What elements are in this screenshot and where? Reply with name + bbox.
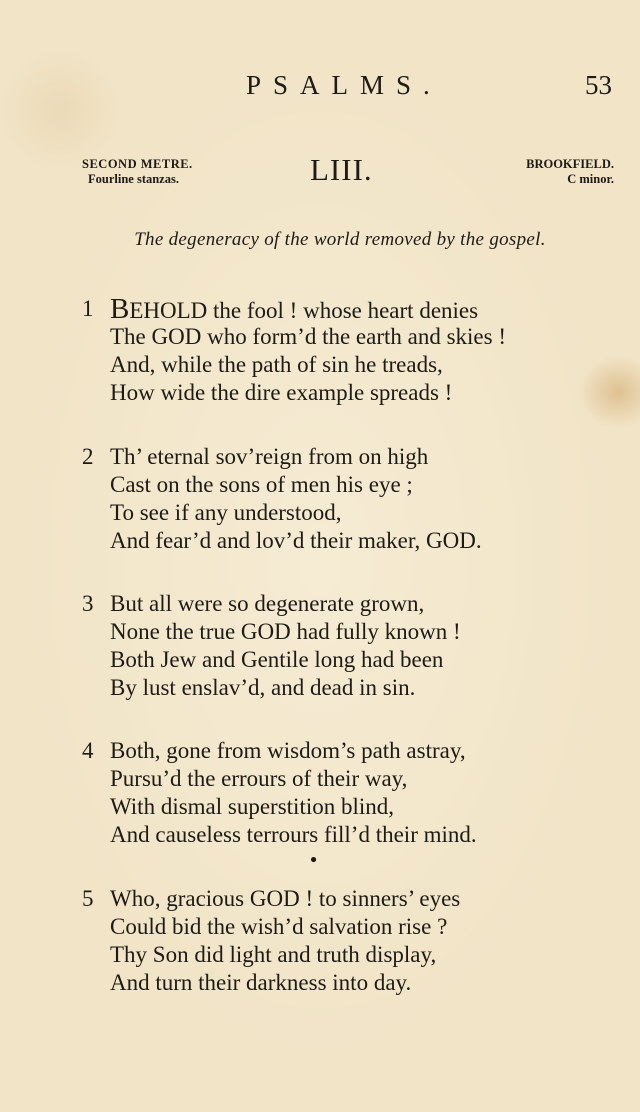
verse-line: Who, gracious GOD ! to sinners’ eyes: [110, 886, 461, 911]
tune-name: BROOKFIELD.: [526, 157, 614, 171]
stanza-number: 5: [82, 886, 94, 911]
tune-info: [526, 157, 614, 187]
verse-line: Cast on the sons of men his eye ;: [110, 472, 413, 497]
verse-line: Th’ eternal sov’reign from on high: [110, 444, 429, 469]
verse-line: How wide the dire example spreads !: [110, 380, 453, 405]
stanza-form-label: Fourline stanzas.: [88, 172, 179, 186]
metre-info: [82, 157, 193, 187]
stanza-number: 4: [82, 738, 94, 763]
drop-cap: B: [110, 293, 130, 325]
stanza-number: 2: [82, 444, 94, 469]
psalm-number: LIII.: [310, 152, 373, 187]
stanza-number: 1: [82, 296, 94, 321]
verse-line: To see if any understood,: [110, 500, 342, 525]
psalm-subtitle: The degeneracy of the world removed by the gospel.: [134, 229, 546, 250]
ink-mark-icon: ●: [307, 851, 320, 867]
tune-key: C minor.: [567, 172, 614, 186]
verse-line: Both Jew and Gentile long had been: [110, 647, 444, 672]
verse-line: And causeless terrours fill’d their mind.: [110, 822, 477, 847]
metre-label: SECOND METRE.: [82, 157, 193, 171]
verse-line: [110, 295, 506, 323]
verse-line: Thy Son did light and truth display,: [110, 942, 437, 967]
verse-line: Could bid the wish’d salvation rise ?: [110, 914, 448, 939]
verse-line: None the true GOD had fully known !: [110, 619, 461, 644]
verse-line: But all were so degenerate grown,: [110, 591, 425, 616]
verse-line: And turn their darkness into day.: [110, 970, 412, 995]
verse-line: And, while the path of sin he treads,: [110, 352, 443, 377]
verse-line: The GOD who form’d the earth and skies !: [110, 324, 506, 349]
verse-line: With dismal superstition blind,: [110, 794, 395, 819]
verse-line-rest: EHOLD the fool ! whose heart denies: [129, 298, 479, 323]
verse-line: Pursu’d the errours of their way,: [110, 766, 408, 791]
verse-line: And fear’d and lov’d their maker, GOD.: [110, 528, 482, 553]
verse-line: By lust enslav’d, and dead in sin.: [110, 675, 416, 700]
verse-line: Both, gone from wisdom’s path astray,: [110, 738, 466, 763]
stanza-number: 3: [82, 591, 94, 616]
page-number: 53: [585, 70, 612, 100]
running-head: PSALMS.: [246, 70, 442, 100]
